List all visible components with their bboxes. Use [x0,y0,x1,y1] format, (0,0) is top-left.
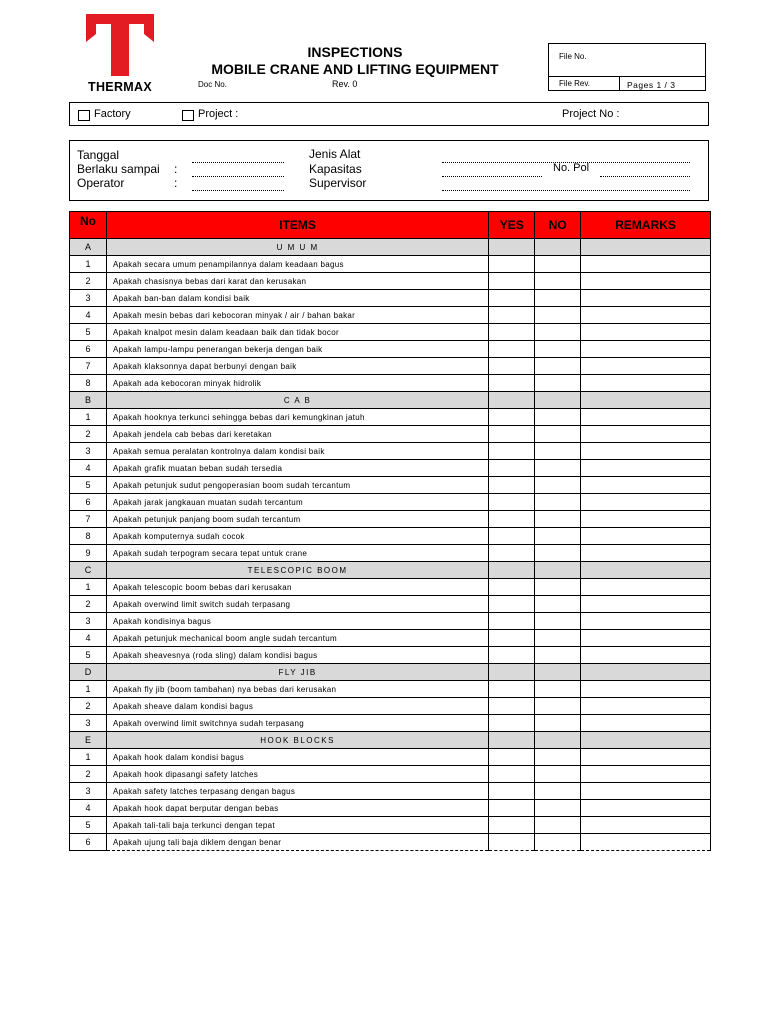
remarks-cell[interactable] [581,630,711,647]
item-text: Apakah mesin bebas dari kebocoran minyak / air / bahan bakar [106,307,488,324]
column-header-no-answer: NO [535,212,581,239]
column-header-yes: YES [489,212,535,239]
item-number: 2 [70,596,107,613]
item-text: Apakah sheave dalam kondisi bagus [106,698,488,715]
thermax-logo [84,14,156,96]
item-number: 5 [70,647,107,664]
item-number: 6 [70,494,107,511]
checklist-row [70,290,711,307]
no-cell[interactable] [535,375,581,392]
checklist-row [70,630,711,647]
yes-cell[interactable] [489,630,535,647]
item-number: 3 [70,715,107,732]
yes-cell[interactable] [489,528,535,545]
jenis-alat-label: Jenis Alat [309,147,361,161]
no-cell[interactable] [535,528,581,545]
item-number: 4 [70,460,107,477]
item-text: Apakah semua peralatan kontrolnya dalam kondisi baik [106,443,488,460]
yes-cell[interactable] [489,783,535,800]
section-remarks-cell [581,562,711,579]
section-row [70,562,711,579]
item-text: Apakah knalpot mesin dalam keadaan baik dan tidak bocor [106,324,488,341]
remarks-cell[interactable] [581,715,711,732]
section-letter: D [70,664,107,681]
section-letter: C [70,562,107,579]
no-cell[interactable] [535,630,581,647]
yes-cell[interactable] [489,766,535,783]
inspection-info-box [69,140,709,201]
no-cell[interactable] [535,443,581,460]
checklist-row [70,596,711,613]
yes-cell[interactable] [489,256,535,273]
checklist-row [70,613,711,630]
section-no-cell [535,239,581,256]
yes-cell[interactable] [489,443,535,460]
section-row [70,392,711,409]
item-number: 5 [70,817,107,834]
remarks-cell[interactable] [581,647,711,664]
item-number: 1 [70,409,107,426]
yes-cell[interactable] [489,358,535,375]
remarks-cell[interactable] [581,766,711,783]
item-number: 4 [70,630,107,647]
factory-label: Factory [94,108,131,120]
item-text: Apakah klaksonnya dapat berbunyi dengan baik [106,358,488,375]
checklist-row [70,460,711,477]
no-cell[interactable] [535,834,581,851]
yes-cell[interactable] [489,817,535,834]
section-row [70,664,711,681]
item-text: Apakah hook dapat berputar dengan bebas [106,800,488,817]
no-cell[interactable] [535,613,581,630]
project-checkbox[interactable] [182,110,194,121]
yes-cell[interactable] [489,647,535,664]
remarks-cell[interactable] [581,375,711,392]
checklist-row [70,409,711,426]
remarks-cell[interactable] [581,443,711,460]
item-number: 8 [70,375,107,392]
doc-no-label: Doc No. [198,80,227,89]
item-text: Apakah overwind limit switchnya sudah terpasang [106,715,488,732]
yes-cell[interactable] [489,426,535,443]
item-number: 1 [70,579,107,596]
item-text: Apakah hook dalam kondisi bagus [106,749,488,766]
remarks-cell[interactable] [581,256,711,273]
item-number: 3 [70,290,107,307]
item-number: 1 [70,681,107,698]
no-pol-label: No. Pol [553,162,590,174]
item-number: 2 [70,273,107,290]
checklist-row [70,511,711,528]
remarks-cell[interactable] [581,783,711,800]
yes-cell[interactable] [489,409,535,426]
file-rev-label: File Rev. [559,79,590,88]
tanggal-field[interactable] [192,162,284,163]
section-remarks-cell [581,664,711,681]
checklist-row [70,375,711,392]
remarks-cell[interactable] [581,817,711,834]
yes-cell[interactable] [489,324,535,341]
item-text: Apakah chasisnya bebas dari karat dan kerusakan [106,273,488,290]
remarks-cell[interactable] [581,511,711,528]
item-number: 5 [70,477,107,494]
section-no-cell [535,732,581,749]
divider [549,76,705,77]
checklist-row [70,681,711,698]
item-number: 4 [70,800,107,817]
yes-cell[interactable] [489,715,535,732]
remarks-cell[interactable] [581,273,711,290]
factory-checkbox[interactable] [78,110,90,121]
no-cell[interactable] [535,273,581,290]
yes-cell[interactable] [489,698,535,715]
no-cell[interactable] [535,409,581,426]
item-text: Apakah fly jib (boom tambahan) nya bebas dari kerusakan [106,681,488,698]
remarks-cell[interactable] [581,477,711,494]
file-info-box [548,43,706,91]
yes-cell[interactable] [489,596,535,613]
item-number: 9 [70,545,107,562]
no-cell[interactable] [535,579,581,596]
checklist-row [70,256,711,273]
remarks-cell[interactable] [581,834,711,851]
item-text: Apakah hook dipasangi safety latches [106,766,488,783]
colon: : [174,176,178,190]
item-text: Apakah sheavesnya (roda sling) dalam kondisi bagus [106,647,488,664]
item-text: Apakah safety latches terpasang dengan bagus [106,783,488,800]
tanggal-label: Tanggal [77,148,120,162]
no-cell[interactable] [535,290,581,307]
remarks-cell[interactable] [581,494,711,511]
column-header-items: ITEMS [106,212,488,239]
section-no-cell [535,664,581,681]
section-title: TELESCOPIC BOOM [106,562,488,579]
no-cell[interactable] [535,460,581,477]
yes-cell[interactable] [489,545,535,562]
checklist-row [70,494,711,511]
item-text: Apakah sudah terpogram secara tepat untuk crane [106,545,488,562]
section-title: U M U M [106,239,488,256]
no-pol-field[interactable] [600,176,690,177]
yes-cell[interactable] [489,749,535,766]
remarks-cell[interactable] [581,460,711,477]
checklist-row [70,528,711,545]
remarks-cell[interactable] [581,426,711,443]
item-text: Apakah lampu-lampu penerangan bekerja dengan baik [106,341,488,358]
no-cell[interactable] [535,800,581,817]
column-header-remarks: REMARKS [581,212,711,239]
remarks-cell[interactable] [581,749,711,766]
section-yes-cell [489,562,535,579]
logo-text: THERMAX [88,80,152,94]
checklist-row [70,545,711,562]
operator-label: Operator [77,176,125,190]
item-text: Apakah ada kebocoran minyak hidrolik [106,375,488,392]
item-number: 3 [70,613,107,630]
item-number: 3 [70,443,107,460]
remarks-cell[interactable] [581,290,711,307]
yes-cell[interactable] [489,579,535,596]
remarks-cell[interactable] [581,545,711,562]
remarks-cell[interactable] [581,800,711,817]
checklist-row [70,341,711,358]
pages-label: Pages 1 / 3 [627,80,676,90]
remarks-cell[interactable] [581,358,711,375]
checklist-row [70,698,711,715]
checklist-row [70,579,711,596]
no-cell[interactable] [535,817,581,834]
yes-cell[interactable] [489,273,535,290]
section-no-cell [535,392,581,409]
no-cell[interactable] [535,256,581,273]
remarks-cell[interactable] [581,681,711,698]
item-text: Apakah kondisinya bagus [106,613,488,630]
no-cell[interactable] [535,715,581,732]
item-number: 1 [70,256,107,273]
item-number: 2 [70,426,107,443]
yes-cell[interactable] [489,290,535,307]
item-number: 2 [70,698,107,715]
doc-title-line2: MOBILE CRANE AND LIFTING EQUIPMENT [211,61,499,77]
operator-field[interactable] [192,190,284,191]
no-cell[interactable] [535,596,581,613]
remarks-cell[interactable] [581,579,711,596]
yes-cell[interactable] [489,341,535,358]
checklist-row [70,426,711,443]
checklist-row [70,647,711,664]
section-yes-cell [489,664,535,681]
section-yes-cell [489,392,535,409]
rev-label: Rev. 0 [332,79,358,89]
no-cell[interactable] [535,783,581,800]
berlaku-field[interactable] [192,176,284,177]
no-cell[interactable] [535,749,581,766]
section-yes-cell [489,239,535,256]
no-cell[interactable] [535,324,581,341]
item-text: Apakah petunjuk mechanical boom angle sudah tercantum [106,630,488,647]
no-cell[interactable] [535,426,581,443]
section-title: HOOK BLOCKS [106,732,488,749]
column-header-no: No [70,212,107,239]
item-text: Apakah petunjuk panjang boom sudah tercantum [106,511,488,528]
item-number: 8 [70,528,107,545]
checklist-row [70,749,711,766]
remarks-cell[interactable] [581,307,711,324]
checklist-table [69,211,711,851]
item-text: Apakah grafik muatan beban sudah tersedia [106,460,488,477]
yes-cell[interactable] [489,477,535,494]
kapasitas-field[interactable] [442,176,542,177]
checklist-row [70,273,711,290]
item-number: 7 [70,358,107,375]
checklist-row [70,443,711,460]
no-cell[interactable] [535,698,581,715]
section-yes-cell [489,732,535,749]
divider [619,76,620,90]
checklist-row [70,307,711,324]
no-cell[interactable] [535,681,581,698]
item-number: 3 [70,783,107,800]
section-remarks-cell [581,732,711,749]
section-row [70,239,711,256]
no-cell[interactable] [535,647,581,664]
item-text: Apakah petunjuk sudut pengoperasian boom sudah tercantum [106,477,488,494]
item-number: 5 [70,324,107,341]
checklist-row [70,834,711,851]
item-text: Apakah telescopic boom bebas dari kerusakan [106,579,488,596]
checklist-row [70,477,711,494]
item-number: 4 [70,307,107,324]
project-bar [69,102,709,126]
item-text: Apakah komputernya sudah cocok [106,528,488,545]
section-remarks-cell [581,239,711,256]
remarks-cell[interactable] [581,698,711,715]
doc-title-line1: INSPECTIONS [307,44,403,60]
berlaku-label: Berlaku sampai [77,162,160,176]
section-row [70,732,711,749]
no-cell[interactable] [535,341,581,358]
yes-cell[interactable] [489,375,535,392]
item-text: Apakah hooknya terkunci sehingga bebas dari kemungkinan jatuh [106,409,488,426]
remarks-cell[interactable] [581,409,711,426]
yes-cell[interactable] [489,681,535,698]
checklist-row [70,800,711,817]
section-remarks-cell [581,392,711,409]
no-cell[interactable] [535,766,581,783]
table-header-row [70,212,711,239]
thermax-logo-icon [84,14,156,78]
item-text: Apakah ban-ban dalam kondisi baik [106,290,488,307]
supervisor-field[interactable] [442,190,690,191]
item-text: Apakah overwind limit switch sudah terpasang [106,596,488,613]
item-text: Apakah ujung tali baja diklem dengan benar [106,834,488,851]
no-cell[interactable] [535,545,581,562]
checklist-row [70,766,711,783]
section-title: C A B [106,392,488,409]
yes-cell[interactable] [489,511,535,528]
item-text: Apakah secara umum penampilannya dalam keadaan bagus [106,256,488,273]
no-cell[interactable] [535,477,581,494]
project-no-label: Project No : [562,108,620,120]
kapasitas-label: Kapasitas [309,162,362,176]
checklist-row [70,817,711,834]
section-letter: A [70,239,107,256]
colon: : [174,162,178,176]
supervisor-label: Supervisor [309,176,367,190]
item-number: 2 [70,766,107,783]
item-number: 1 [70,749,107,766]
item-number: 6 [70,341,107,358]
remarks-cell[interactable] [581,613,711,630]
no-cell[interactable] [535,511,581,528]
checklist-row [70,715,711,732]
yes-cell[interactable] [489,460,535,477]
section-title: FLY JIB [106,664,488,681]
item-text: Apakah jarak jangkauan muatan sudah tercantum [106,494,488,511]
remarks-cell[interactable] [581,324,711,341]
no-cell[interactable] [535,358,581,375]
checklist-row [70,324,711,341]
item-number: 6 [70,834,107,851]
yes-cell[interactable] [489,494,535,511]
checklist-row [70,358,711,375]
remarks-cell[interactable] [581,596,711,613]
section-letter: E [70,732,107,749]
item-text: Apakah jendela cab bebas dari keretakan [106,426,488,443]
checklist-row [70,783,711,800]
section-letter: B [70,392,107,409]
section-no-cell [535,562,581,579]
file-no-label: File No. [559,52,587,61]
no-cell[interactable] [535,494,581,511]
yes-cell[interactable] [489,307,535,324]
no-cell[interactable] [535,307,581,324]
project-label: Project : [198,108,239,120]
item-number: 7 [70,511,107,528]
item-text: Apakah tali-tali baja terkunci dengan tepat [106,817,488,834]
yes-cell[interactable] [489,613,535,630]
remarks-cell[interactable] [581,528,711,545]
yes-cell[interactable] [489,834,535,851]
yes-cell[interactable] [489,800,535,817]
remarks-cell[interactable] [581,341,711,358]
